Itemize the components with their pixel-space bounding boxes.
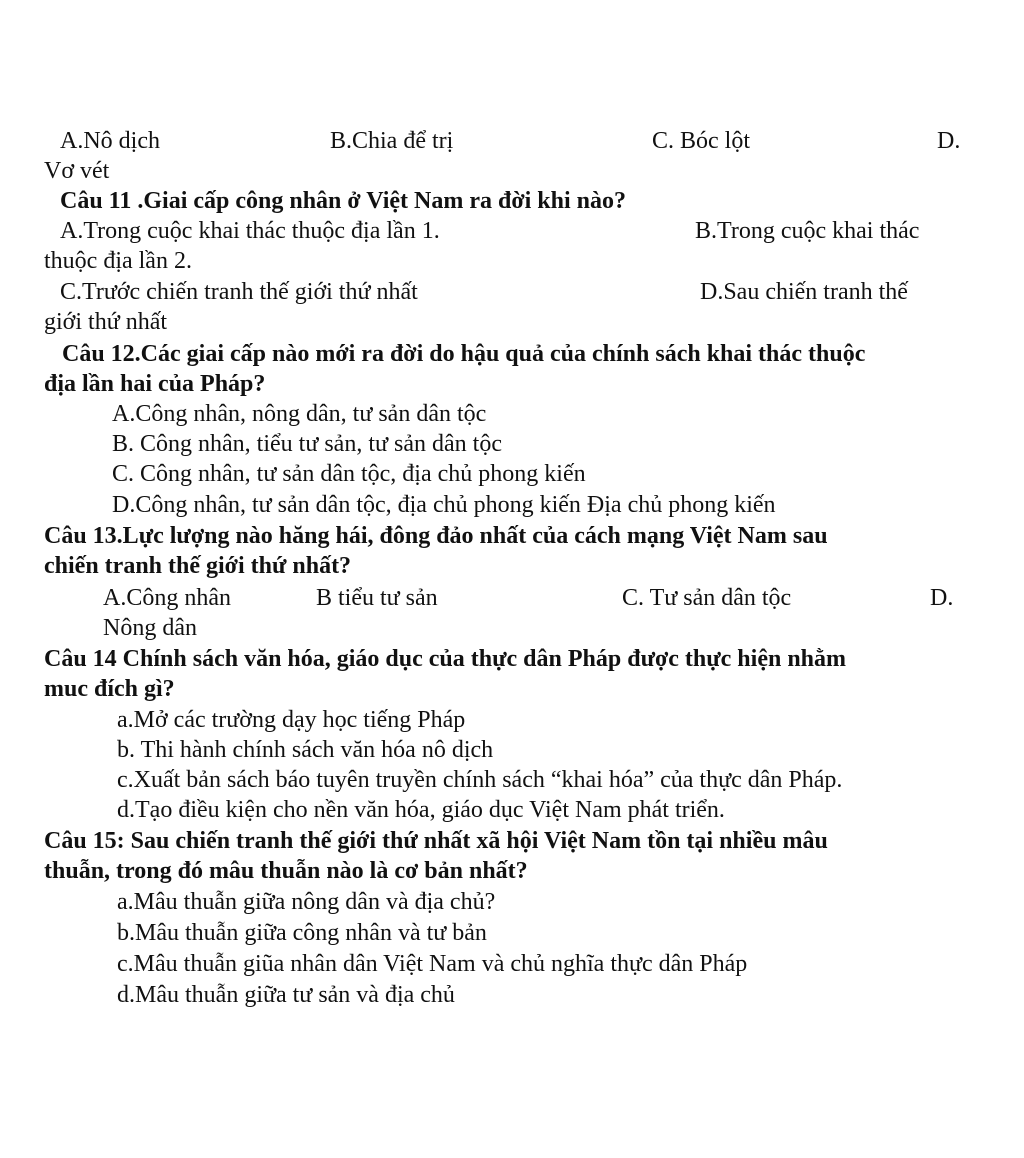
q13-title-line2: chiến tranh thế giới thứ nhất? xyxy=(44,553,352,579)
q15-option-d: d.Mâu thuẫn giữa tư sản và địa chủ xyxy=(117,982,455,1008)
q13-option-d: D. xyxy=(930,585,954,611)
q14-title-line1: Câu 14 Chính sách văn hóa, giáo dục của thực dân Pháp được thực hiện nhằm xyxy=(44,646,847,672)
q11-title: Câu 11 .Giai cấp công nhân ở Việt Nam ra đời khi nào? xyxy=(60,188,627,214)
q11-option-b-cont: thuộc địa lần 2. xyxy=(44,248,192,274)
q11-option-d: D.Sau chiến tranh thế xyxy=(700,279,908,305)
q10-option-d-cont: Vơ vét xyxy=(44,158,110,184)
q10-option-b: B.Chia để trị xyxy=(330,128,454,154)
q14-option-d: d.Tạo điều kiện cho nền văn hóa, giáo dục Việt Nam phát triển. xyxy=(117,797,725,823)
q15-option-b: b.Mâu thuẫn giữa công nhân và tư bản xyxy=(117,920,487,946)
q12-option-b: B. Công nhân, tiểu tư sản, tư sản dân tộc xyxy=(112,431,502,457)
q15-title-line1: Câu 15: Sau chiến tranh thế giới thứ nhất xã hội Việt Nam tồn tại nhiều mâu xyxy=(44,828,828,854)
q11-option-d-cont: giới thứ nhất xyxy=(44,309,168,335)
q11-option-b: B.Trong cuộc khai thác xyxy=(695,218,920,244)
q14-option-c: c.Xuất bản sách báo tuyên truyền chính sách “khai hóa” của thực dân Pháp. xyxy=(117,767,843,793)
q13-option-c: C. Tư sản dân tộc xyxy=(622,585,792,611)
q13-title-line1: Câu 13.Lực lượng nào hăng hái, đông đảo nhất của cách mạng Việt Nam sau xyxy=(44,523,828,549)
q13-option-a: A.Công nhân xyxy=(103,585,231,611)
q12-option-c: C. Công nhân, tư sản dân tộc, địa chủ phong kiến xyxy=(112,461,586,487)
q13-option-b: B tiểu tư sản xyxy=(316,585,438,611)
q12-option-d: D.Công nhân, tư sản dân tộc, địa chủ phong kiến Địa chủ phong kiến xyxy=(112,492,776,518)
q12-title-line2: địa lần hai của Pháp? xyxy=(44,371,266,397)
q14-option-a: a.Mở các trường dạy học tiếng Pháp xyxy=(117,707,466,733)
q10-option-c: C. Bóc lột xyxy=(652,128,751,154)
q13-option-d-cont: Nông dân xyxy=(103,615,197,641)
q10-option-a: A.Nô dịch xyxy=(60,128,160,154)
q10-option-d: D. xyxy=(937,128,961,154)
q11-option-c: C.Trước chiến tranh thế giới thứ nhất xyxy=(60,279,418,305)
q15-title-line2: thuẫn, trong đó mâu thuẫn nào là cơ bản nhất? xyxy=(44,858,528,884)
q11-option-a: A.Trong cuộc khai thác thuộc địa lần 1. xyxy=(60,218,440,244)
q15-option-c: c.Mâu thuẫn giũa nhân dân Việt Nam và chủ nghĩa thực dân Pháp xyxy=(117,951,748,977)
q12-option-a: A.Công nhân, nông dân, tư sản dân tộc xyxy=(112,401,487,427)
q12-title-line1: Câu 12.Các giai cấp nào mới ra đời do hậu quả của chính sách khai thác thuộc xyxy=(62,341,866,367)
q14-option-b: b. Thi hành chính sách văn hóa nô dịch xyxy=(117,737,494,763)
q14-title-line2: muc đích gì? xyxy=(44,676,175,702)
q15-option-a: a.Mâu thuẫn giữa nông dân và địa chủ? xyxy=(117,889,496,915)
